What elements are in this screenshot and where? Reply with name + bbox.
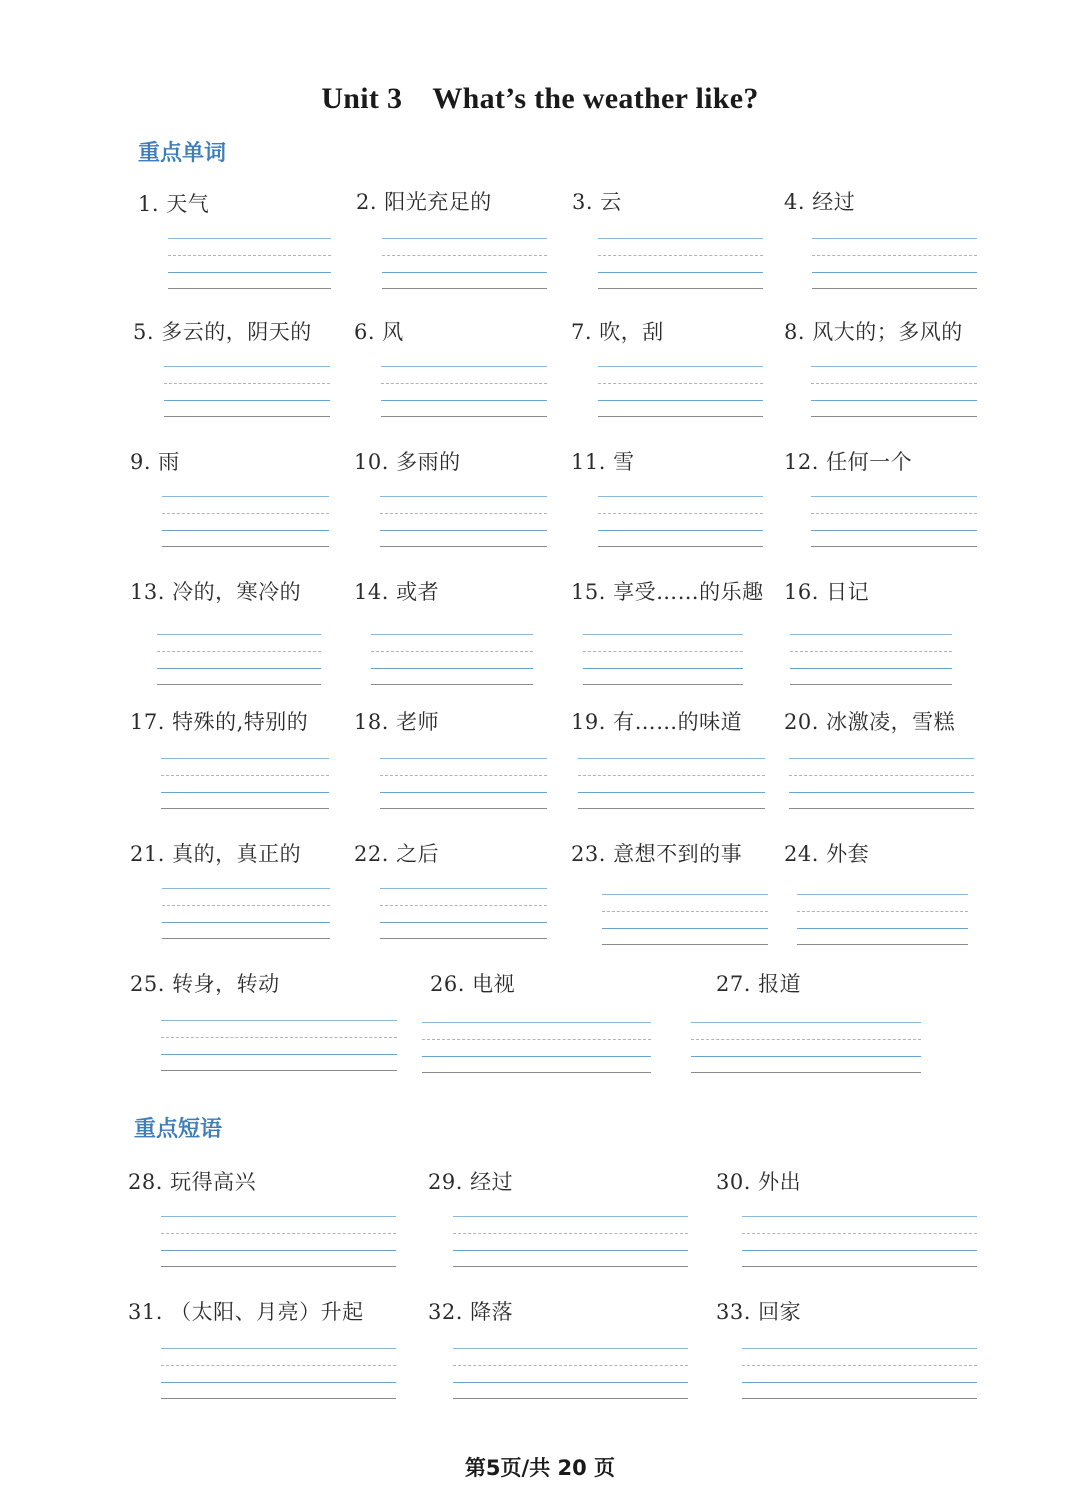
word-item — [130, 446, 180, 476]
writing-line — [168, 288, 331, 289]
writing-line — [453, 1216, 688, 1217]
writing-line — [381, 383, 547, 384]
phrase-prompt: 30. 外出 — [716, 1170, 802, 1194]
writing-lines[interactable] — [598, 238, 763, 288]
writing-line — [812, 238, 977, 239]
writing-line — [598, 416, 763, 417]
word-prompt: 5. 多云的，阴天的 — [133, 320, 312, 344]
writing-line — [453, 1250, 688, 1251]
writing-line — [168, 272, 331, 273]
word-prompt: 19. 有……的味道 — [571, 710, 743, 734]
writing-line — [598, 366, 763, 367]
writing-line — [157, 668, 321, 669]
writing-line — [691, 1072, 921, 1073]
writing-line — [811, 400, 977, 401]
writing-line — [168, 238, 331, 239]
writing-lines[interactable] — [422, 1022, 651, 1072]
phrase-prompt: 33. 回家 — [716, 1300, 802, 1324]
writing-line — [742, 1382, 977, 1383]
writing-lines[interactable] — [161, 758, 329, 808]
writing-line — [789, 808, 974, 809]
writing-line — [583, 668, 743, 669]
word-prompt: 16. 日记 — [784, 580, 870, 604]
writing-line — [583, 651, 743, 652]
writing-lines[interactable] — [812, 238, 977, 288]
writing-line — [598, 546, 763, 547]
phrase-item — [716, 1166, 801, 1196]
writing-line — [380, 758, 547, 759]
phrase-prompt: 29. 经过 — [428, 1170, 514, 1194]
writing-line — [598, 400, 763, 401]
writing-line — [742, 1250, 977, 1251]
word-item — [571, 316, 664, 346]
writing-line — [797, 911, 968, 912]
writing-line — [161, 1348, 396, 1349]
writing-line — [371, 651, 533, 652]
writing-lines[interactable] — [602, 894, 768, 944]
writing-line — [453, 1382, 688, 1383]
writing-line — [380, 496, 547, 497]
writing-line — [381, 416, 547, 417]
writing-lines[interactable] — [161, 1020, 397, 1070]
writing-line — [422, 1039, 651, 1040]
writing-line — [742, 1266, 977, 1267]
word-item — [571, 706, 742, 736]
writing-lines[interactable] — [453, 1216, 688, 1266]
writing-line — [811, 530, 977, 531]
writing-line — [598, 496, 763, 497]
writing-line — [157, 634, 321, 635]
writing-line — [382, 288, 547, 289]
word-prompt: 17. 特殊的,特别的 — [130, 710, 309, 734]
word-item — [354, 316, 404, 346]
word-prompt: 21. 真的，真正的 — [130, 842, 302, 866]
writing-line — [380, 792, 547, 793]
writing-lines[interactable] — [161, 1348, 396, 1398]
writing-line — [422, 1072, 651, 1073]
writing-line — [162, 513, 329, 514]
word-item — [354, 838, 439, 868]
writing-line — [453, 1266, 688, 1267]
writing-line — [162, 888, 330, 889]
writing-line — [380, 808, 547, 809]
page-number: 第5页/共 20 页 — [464, 1456, 616, 1480]
writing-line — [811, 416, 977, 417]
writing-line — [583, 634, 743, 635]
writing-line — [691, 1039, 921, 1040]
word-prompt: 8. 风大的；多风的 — [784, 320, 963, 344]
writing-lines[interactable] — [168, 238, 331, 288]
writing-lines[interactable] — [453, 1348, 688, 1398]
word-prompt: 10. 多雨的 — [354, 450, 461, 474]
writing-line — [164, 416, 330, 417]
writing-line — [790, 668, 952, 669]
writing-line — [790, 651, 952, 652]
writing-line — [164, 383, 330, 384]
word-prompt: 9. 雨 — [130, 450, 180, 474]
writing-line — [161, 1398, 396, 1399]
word-item — [354, 706, 439, 736]
writing-line — [161, 1054, 397, 1055]
word-prompt: 18. 老师 — [354, 710, 440, 734]
writing-line — [691, 1056, 921, 1057]
writing-line — [742, 1216, 977, 1217]
writing-line — [453, 1348, 688, 1349]
writing-line — [162, 938, 330, 939]
writing-line — [598, 255, 763, 256]
writing-line — [811, 383, 977, 384]
writing-line — [381, 366, 547, 367]
phrase-prompt: 32. 降落 — [428, 1300, 514, 1324]
writing-line — [371, 634, 533, 635]
writing-line — [598, 288, 763, 289]
word-item — [138, 188, 209, 218]
writing-line — [382, 255, 547, 256]
writing-line — [168, 255, 331, 256]
writing-lines[interactable] — [742, 1216, 977, 1266]
writing-line — [161, 1250, 396, 1251]
writing-lines[interactable] — [380, 888, 547, 938]
writing-line — [797, 944, 968, 945]
word-prompt: 4. 经过 — [784, 190, 856, 214]
word-prompt: 22. 之后 — [354, 842, 440, 866]
word-prompt: 15. 享受……的乐趣 — [571, 580, 764, 604]
writing-line — [811, 513, 977, 514]
word-prompt: 25. 转身，转动 — [130, 972, 280, 996]
word-item — [784, 446, 912, 476]
writing-line — [742, 1233, 977, 1234]
writing-line — [161, 775, 329, 776]
key-words-heading: 重点单词 — [138, 141, 227, 166]
writing-line — [382, 238, 547, 239]
writing-line — [789, 792, 974, 793]
writing-lines[interactable] — [598, 496, 763, 546]
phrase-item — [428, 1296, 513, 1326]
writing-line — [578, 808, 765, 809]
word-item — [784, 576, 869, 606]
word-item — [130, 576, 301, 606]
phrase-item — [128, 1296, 364, 1326]
writing-line — [598, 383, 763, 384]
writing-lines[interactable] — [598, 366, 763, 416]
writing-lines[interactable] — [164, 366, 330, 416]
writing-line — [162, 546, 329, 547]
word-prompt: 11. 雪 — [571, 450, 635, 474]
writing-line — [157, 684, 321, 685]
writing-line — [380, 775, 547, 776]
writing-line — [578, 775, 765, 776]
writing-line — [161, 808, 329, 809]
word-item — [130, 706, 308, 736]
writing-lines[interactable] — [380, 496, 547, 546]
word-item — [133, 316, 312, 346]
unit-label: Unit 3 — [321, 82, 403, 115]
word-item — [356, 186, 492, 216]
word-item — [784, 706, 955, 736]
writing-line — [161, 1216, 396, 1217]
writing-line — [161, 1266, 396, 1267]
writing-lines[interactable] — [162, 888, 330, 938]
writing-line — [161, 792, 329, 793]
word-prompt: 23. 意想不到的事 — [571, 842, 743, 866]
writing-line — [812, 272, 977, 273]
word-prompt: 6. 风 — [354, 320, 404, 344]
writing-line — [790, 684, 952, 685]
writing-line — [453, 1398, 688, 1399]
word-item — [354, 576, 439, 606]
writing-lines[interactable] — [380, 758, 547, 808]
writing-line — [162, 922, 330, 923]
word-prompt: 14. 或者 — [354, 580, 440, 604]
word-item — [784, 186, 855, 216]
word-prompt: 13. 冷的，寒冷的 — [130, 580, 302, 604]
writing-line — [371, 668, 533, 669]
writing-line — [598, 530, 763, 531]
writing-lines[interactable] — [381, 366, 547, 416]
writing-line — [742, 1398, 977, 1399]
writing-line — [371, 684, 533, 685]
writing-line — [382, 272, 547, 273]
writing-line — [811, 496, 977, 497]
writing-line — [691, 1022, 921, 1023]
word-item — [716, 968, 801, 998]
writing-line — [598, 513, 763, 514]
word-prompt: 24. 外套 — [784, 842, 870, 866]
writing-lines[interactable] — [371, 634, 533, 684]
writing-line — [380, 922, 547, 923]
writing-line — [602, 894, 768, 895]
writing-line — [602, 911, 768, 912]
writing-lines[interactable] — [157, 634, 321, 684]
writing-line — [797, 894, 968, 895]
phrase-item — [716, 1296, 801, 1326]
writing-line — [742, 1365, 977, 1366]
writing-lines[interactable] — [790, 634, 952, 684]
unit-title: What’s the weather like? — [432, 82, 759, 115]
word-prompt: 20. 冰激凌，雪糕 — [784, 710, 956, 734]
writing-lines[interactable] — [811, 496, 977, 546]
word-item — [130, 968, 280, 998]
writing-line — [602, 944, 768, 945]
key-phrases-heading: 重点短语 — [134, 1117, 223, 1142]
word-item — [784, 838, 869, 868]
writing-line — [161, 1070, 397, 1071]
word-prompt: 27. 报道 — [716, 972, 802, 996]
writing-line — [380, 546, 547, 547]
writing-lines[interactable] — [161, 1216, 396, 1266]
writing-lines[interactable] — [691, 1022, 921, 1072]
writing-line — [797, 928, 968, 929]
writing-lines[interactable] — [789, 758, 974, 808]
writing-line — [422, 1022, 651, 1023]
writing-lines[interactable] — [382, 238, 547, 288]
writing-line — [161, 758, 329, 759]
writing-line — [380, 938, 547, 939]
writing-line — [583, 684, 743, 685]
writing-line — [790, 634, 952, 635]
word-item — [572, 186, 622, 216]
writing-lines[interactable] — [811, 366, 977, 416]
writing-lines[interactable] — [797, 894, 968, 944]
writing-line — [162, 530, 329, 531]
word-item — [130, 838, 301, 868]
writing-line — [381, 400, 547, 401]
writing-line — [161, 1037, 397, 1038]
writing-line — [742, 1348, 977, 1349]
writing-lines[interactable] — [583, 634, 743, 684]
writing-line — [380, 530, 547, 531]
writing-line — [453, 1365, 688, 1366]
writing-line — [161, 1382, 396, 1383]
writing-lines[interactable] — [742, 1348, 977, 1398]
word-item — [571, 446, 635, 476]
word-prompt: 2. 阳光充足的 — [356, 190, 492, 214]
word-prompt: 1. 天气 — [138, 192, 210, 216]
word-prompt: 12. 任何一个 — [784, 450, 913, 474]
writing-line — [380, 888, 547, 889]
word-item — [430, 968, 515, 998]
writing-line — [422, 1056, 651, 1057]
writing-line — [811, 546, 977, 547]
phrase-item — [128, 1166, 256, 1196]
word-prompt: 3. 云 — [572, 190, 622, 214]
writing-line — [161, 1233, 396, 1234]
writing-line — [811, 366, 977, 367]
word-prompt: 7. 吹，刮 — [571, 320, 664, 344]
writing-line — [162, 496, 329, 497]
word-prompt: 26. 电视 — [430, 972, 516, 996]
word-item — [571, 576, 764, 606]
writing-line — [602, 928, 768, 929]
word-item — [784, 316, 963, 346]
writing-line — [157, 651, 321, 652]
writing-line — [578, 792, 765, 793]
writing-lines[interactable] — [578, 758, 765, 808]
writing-line — [598, 272, 763, 273]
writing-line — [789, 775, 974, 776]
phrase-prompt: 31. （太阳、月亮）升起 — [128, 1300, 364, 1324]
writing-line — [812, 255, 977, 256]
word-item — [571, 838, 742, 868]
writing-line — [164, 366, 330, 367]
writing-line — [161, 1020, 397, 1021]
writing-line — [789, 758, 974, 759]
word-item — [354, 446, 461, 476]
writing-line — [161, 1365, 396, 1366]
writing-line — [380, 905, 547, 906]
phrase-prompt: 28. 玩得高兴 — [128, 1170, 257, 1194]
writing-line — [164, 400, 330, 401]
page-title — [0, 82, 1080, 116]
phrase-item — [428, 1166, 513, 1196]
writing-line — [380, 513, 547, 514]
writing-line — [578, 758, 765, 759]
writing-line — [598, 238, 763, 239]
writing-lines[interactable] — [162, 496, 329, 546]
writing-line — [812, 288, 977, 289]
writing-line — [453, 1233, 688, 1234]
writing-line — [162, 905, 330, 906]
